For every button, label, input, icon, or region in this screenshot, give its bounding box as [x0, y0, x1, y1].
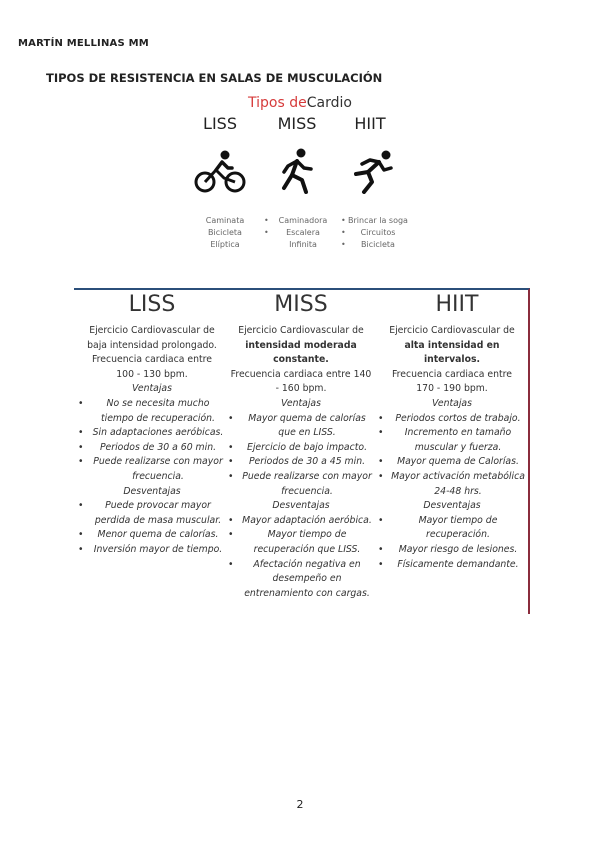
- list-item: • Mayor adaptación aeróbica.: [228, 514, 374, 529]
- cardio-icons: [0, 148, 600, 198]
- list-item: • Inversión mayor de tiempo.: [78, 543, 226, 558]
- list-item: • Sin adaptaciones aeróbicas.: [78, 426, 226, 441]
- list-item: • Puede realizarse con mayor frecuencia.: [228, 470, 374, 499]
- miss-header: MISS: [274, 292, 328, 317]
- list-item: • No se necesita mucho tiempo de recuperación.: [78, 397, 226, 426]
- list-item: • Mayor quema de Calorías.: [378, 455, 526, 470]
- type-label-hiit: HIIT: [354, 114, 386, 133]
- miss-pros-title: Ventajas: [281, 397, 321, 409]
- liss-pros-list: [78, 397, 226, 485]
- cardio-title: [0, 92, 600, 111]
- hiit-examples: Brincar la soga Circuitos Bicicleta: [348, 216, 408, 249]
- hiit-cons-list: [378, 514, 526, 572]
- liss-cons-list: [78, 499, 226, 557]
- hiit-header: HIIT: [435, 292, 479, 317]
- list-item: • Mayor tiempo de recuperación que LISS.: [228, 528, 374, 557]
- list-item: • Afectación negativa en desempeño en entrenamiento con cargas.: [228, 558, 374, 602]
- list-item: • Menor quema de calorías.: [78, 528, 226, 543]
- miss-examples: Caminadora Escalera Infinita: [278, 216, 328, 249]
- hiit-cons-title: Desventajas: [423, 500, 481, 512]
- liss-column: Ejercicio Cardiovascular de baja intensidad prolongado. Frecuencia cardiaca entre 100 - 130 bpm. Ventajas • No se necesita mucho tiempo de recuperación. • Sin adaptaciones aeróbicas. • Periodos de 30 a 60 min. • Puede realizarse con mayor frecuencia. Desventajas • Puede provocar mayor perdida de masa muscular. • Menor quema de calorías. • Inversión mayor de tiempo.: [78, 324, 226, 558]
- cardio-title-part2: Cardio: [306, 95, 352, 111]
- liss-pros-title: Ventajas: [132, 383, 172, 395]
- liss-cons-title: Desventajas: [123, 485, 181, 497]
- document-title: TIPOS DE RESISTENCIA EN SALAS DE MUSCULACIÓN: [46, 71, 383, 85]
- liss-header: LISS: [128, 292, 176, 317]
- list-item: • Mayor quema de calorías que en LISS.: [228, 412, 374, 441]
- list-item: • Mayor riesgo de lesiones.: [378, 543, 526, 558]
- type-label-miss: MISS: [277, 114, 317, 133]
- hiit-column: Ejercicio Cardiovascular de alta intensidad en intervalos. Frecuencia cardiaca entre 170 - 190 bpm. Ventajas • Periodos cortos de trabajo. • Incremento en tamaño muscular y fuerza. • Mayor quema de Calorías. • Mayor activación metabólica 24-48 hrs. Desventajas • Mayor tiempo de recuperación. • Mayor riesgo de lesiones. • Físicamente demandante.: [378, 324, 526, 572]
- sprinter-icon: [348, 150, 394, 194]
- list-item: • Puede realizarse con mayor frecuencia.: [78, 455, 226, 484]
- list-item: • Puede provocar mayor perdida de masa muscular.: [78, 499, 226, 528]
- hiit-pros-list: [378, 412, 526, 500]
- list-item: • Ejercicio de bajo impacto.: [228, 441, 374, 456]
- runner-icon: [280, 148, 316, 194]
- miss-column: Ejercicio Cardiovascular de intensidad moderada constante. Frecuencia cardiaca entre 140 - 160 bpm. Ventajas • Mayor quema de calorías que en LISS. • Ejercicio de bajo impacto. • Periodos de 30 a 45 min. • Puede realizarse con mayor frecuencia. Desventajas • Mayor adaptación aeróbica. • Mayor tiempo de recuperación que LISS. • Afectación negativa en desempeño en entrenamiento con cargas.: [228, 324, 374, 601]
- list-item: • Periodos cortos de trabajo.: [378, 412, 526, 427]
- list-item: • Mayor tiempo de recuperación.: [378, 514, 526, 543]
- liss-examples: Caminata Bicicleta Elíptica: [205, 216, 245, 249]
- type-label-liss: LISS: [203, 114, 237, 133]
- cardio-comparison-table: [74, 288, 530, 614]
- list-item: • Incremento en tamaño muscular y fuerza.: [378, 426, 526, 455]
- miss-cons-title: Desventajas: [272, 500, 330, 512]
- cyclist-icon: [194, 148, 246, 194]
- miss-cons-list: [228, 514, 374, 602]
- list-item: • Mayor activación metabólica 24-48 hrs.: [378, 470, 526, 499]
- list-item: • Periodos de 30 a 45 min.: [228, 455, 374, 470]
- cardio-title-part1: Tipos de: [248, 95, 307, 111]
- list-item: • Físicamente demandante.: [378, 558, 526, 573]
- list-item: • Periodos de 30 a 60 min.: [78, 441, 226, 456]
- page-number: 2: [296, 798, 304, 811]
- hiit-pros-title: Ventajas: [432, 397, 472, 409]
- miss-pros-list: [228, 412, 374, 500]
- author-name: MARTÍN MELLINAS MM: [18, 38, 149, 49]
